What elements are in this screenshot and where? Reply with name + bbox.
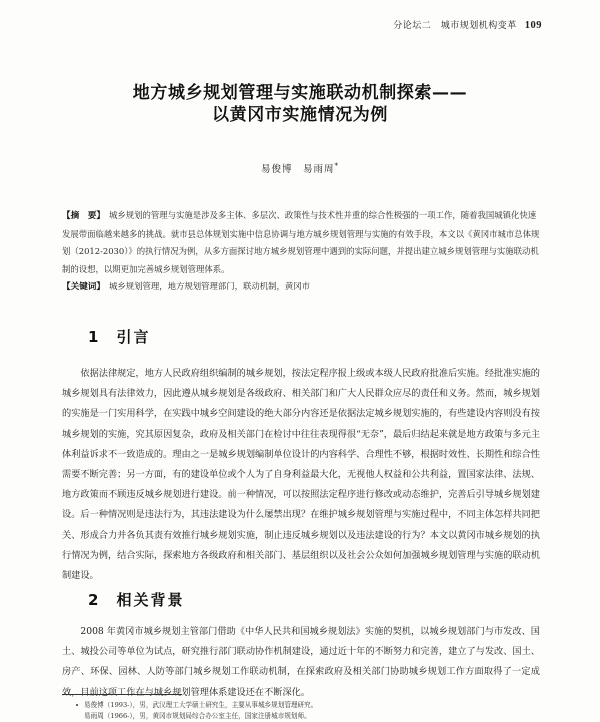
section-heading-2 (88, 589, 184, 610)
abstract (62, 207, 540, 278)
section-title: 相关背景 (116, 591, 185, 609)
footnote-marker-icon (76, 704, 78, 706)
abstract-label: 【摘 要】 (62, 211, 105, 221)
footnote-1: 易俊博（1993-），男，武汉理工大学硕士研究生，主要从事城乡规划管理研究。 (76, 700, 317, 711)
keywords-text: 城乡规划管理，地方规划管理部门，联动机制，黄冈市 (108, 281, 310, 291)
footnote-divider (62, 694, 182, 695)
authors (0, 161, 600, 175)
running-head (393, 18, 542, 31)
section-1-paragraph: 依据法律规定，地方人民政府组织编制的城乡规划，按法定程序报上级或本级人民政府批准后实施。经批准实施的城乡规划具有法律效力，因此遵从城乡规划是各级政府、相关部门和广大人民群众应尽的责任和义务。然而，城乡规划的实施是一门实用科学，在实践中城乡空间建设的绝大部分内容还是依据法定城乡规划实施的，有些建设内容则没有按城乡规划的实施，究其原因复杂，政府及相关部门在检讨中往往表现得很“无奈”，最后归结起来就是地方政策与多元主体利益诉求不一致造成的。理由之一是城乡规划编制单位设计的内容科学、合理性不够，根据时效性、长期性和综合性需要不断完善；另一方面，有的建设单位或个人为了自身利益最大化，无视他人权益和公共利益，置国家法律、法规、地方政策而不顾违反城乡规划进行建设。前一种情况，可以按照法定程序进行修改或动态维护，完善后引导城乡规划建设。后一种情况则是违法行为，其违法建设为什么屡禁出现？在维护城乡规划管理与实施过程中，不同主体怎样共同把关、形成合力并各负其责有效推行城乡规划实施，制止违反城乡规划以及违法建设的行为？本文以黄冈市城乡规划的执行情况为例，结合实际，探索地方各级政府和相关部门、基层组织以及社会公众如何加强城乡规划管理与实施的联动机制建设。 (62, 368, 540, 582)
page-number: 109 (524, 20, 542, 31)
paper-title-line1: 地方城乡规划管理与实施联动机制探索—— (132, 83, 468, 103)
keywords-label: 【关键词】 (62, 282, 105, 292)
author-footnote-mark: * (334, 161, 339, 170)
paper-title-line2: 以黄冈市实施情况为例 (212, 105, 388, 125)
running-head-section: 分论坛二 城市规划机构变革 (393, 21, 517, 31)
section-number: 2 (88, 591, 101, 609)
keywords (62, 278, 540, 297)
section-number: 1 (88, 328, 101, 346)
footnote-2: 易雨周（1966-），男，黄冈市规划局综合办公室主任，国家注册城市规划师。 (84, 712, 311, 720)
abstract-text: 城乡规划的管理与实施是涉及多主体、多层次、政策性与技术性并重的综合性极强的一项工作，随着我国城镇化快速发展带面临越来越多的挑战。就市县总体规划实施中信息协调与地方城乡规划管理与实施的有效手段，本文以《黄冈市城市总体规划（2012-2030）》的执行情况为例，从多方面探讨地方城乡规划管理中遇到的实际问题，并提出建立城乡规划管理与实施联动机制的设想，以期更加完善城乡规划管理体系。 (62, 210, 540, 274)
author-names: 易俊博 易雨周 (260, 164, 335, 175)
section-title: 引言 (116, 328, 151, 346)
section-2-paragraph: 2008 年黄冈市城乡规划主管部门借助《中华人民共和国城乡规划法》实施的契机，以城乡规划部门与市发改、国土、城投公司等单位为试点，研究推行部门联动协作机制建设，通过近十年的不断努力和完善，建立了与发改、国土、房产、环保、园林、人防等部门城乡规划工作联动机制，在探索政府及相关部门协助城乡规划工作方面取得了一定成效，目前这项工作在与城乡规划管理体系建设还在不断深化。 (62, 626, 540, 698)
section-heading-1 (88, 326, 150, 347)
